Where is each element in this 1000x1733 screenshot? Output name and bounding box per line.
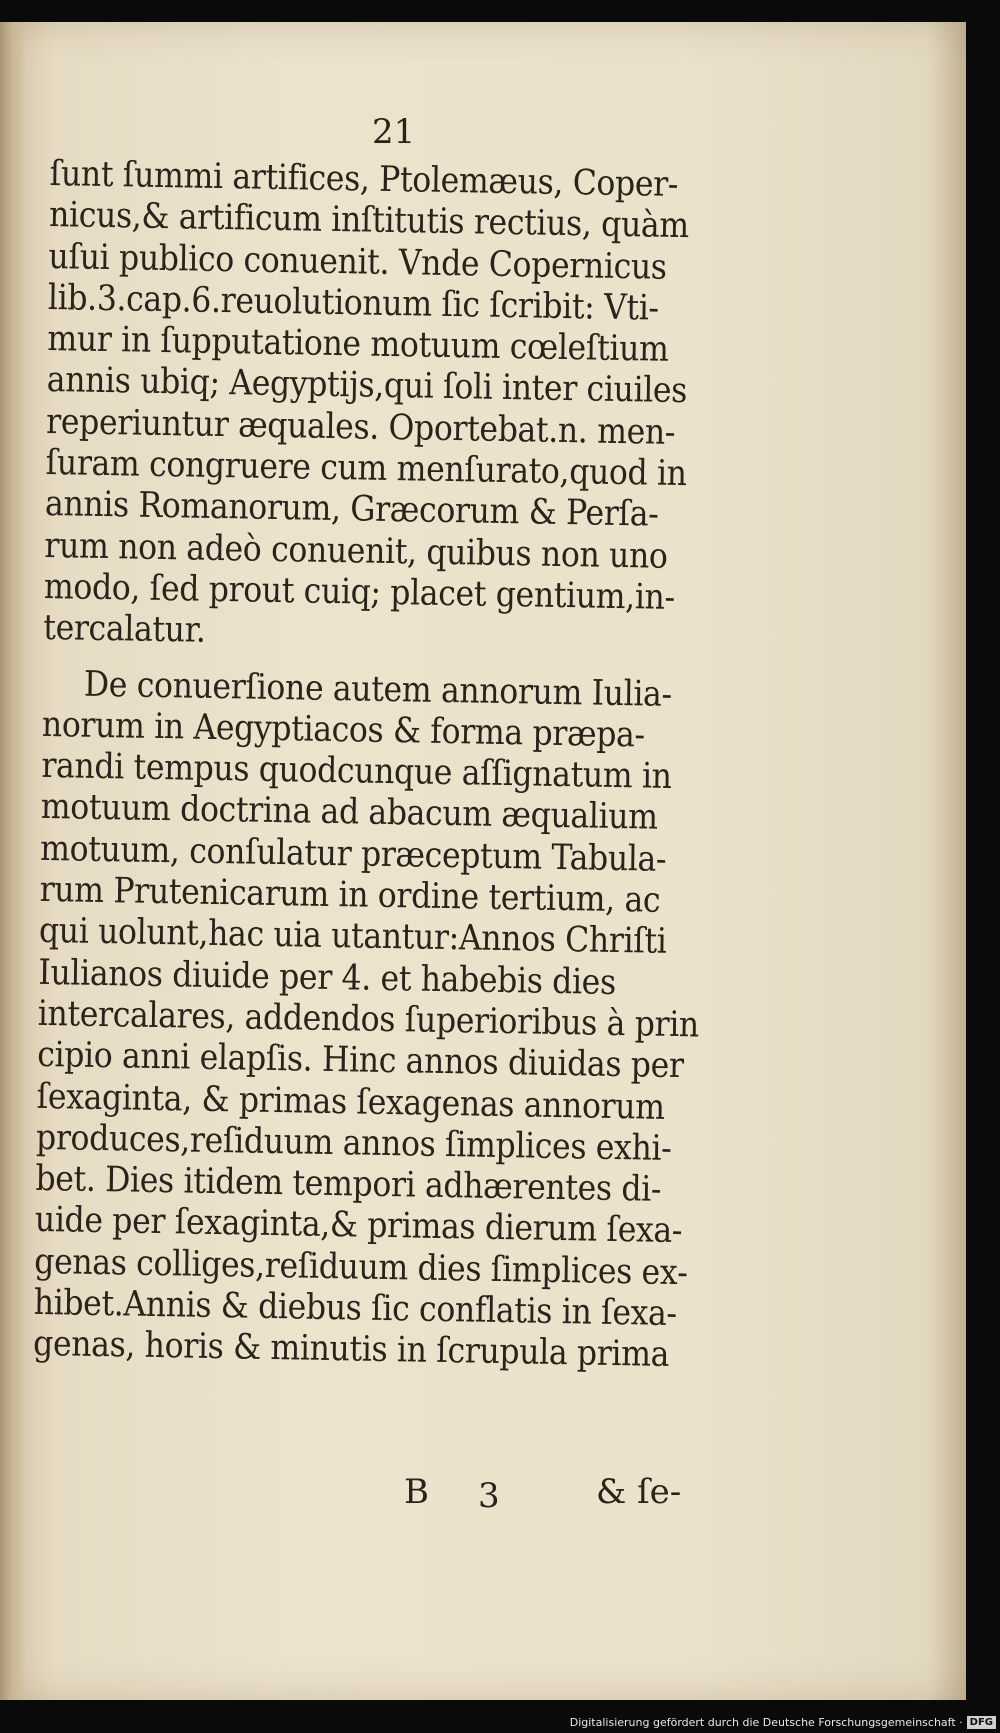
text-line: tercalatur. bbox=[43, 608, 206, 652]
paragraph-start-line: De conuerſione autem annorum Iulia‑ bbox=[83, 664, 673, 715]
text-line: intercalares, addendos ſuperioribus à prin bbox=[37, 993, 700, 1046]
text-line: norum in Aegyptiacos & forma præpa‑ bbox=[41, 704, 646, 756]
funding-notice: Digitalisierung gefördert durch die Deutsche Forschungsgemeinschaft · bbox=[569, 1716, 963, 1729]
text-line: genas, horis & minutis in ſcrupula prima bbox=[32, 1324, 670, 1376]
page-number: 21 bbox=[372, 112, 416, 152]
catchword: & ſe‑ bbox=[596, 1472, 682, 1512]
text-line: hibet.Annis & diebus ſic conflatis in ſexa‑ bbox=[33, 1282, 678, 1335]
text-line: qui uolunt,hac uia utantur:Annos Chriſti bbox=[38, 911, 667, 963]
digitization-footer bbox=[570, 1716, 996, 1729]
text-line: randi tempus quodcunque aſſignatum in bbox=[41, 746, 672, 798]
text-line: rum non adeò conuenit, quibus non uno bbox=[44, 525, 668, 577]
text-line: bet. Dies itidem tempori adhærentes di‑ bbox=[35, 1159, 662, 1210]
text-line: rum Prutenicarum in ordine tertium, ac bbox=[39, 869, 661, 921]
signature-mark: B bbox=[404, 1472, 429, 1512]
signature-line bbox=[0, 1472, 966, 1522]
text-line: produces,reſiduum annos ſimplices exhi‑ bbox=[35, 1117, 672, 1169]
text-line: modo, ſed prout cuiq; placet gentium,in‑ bbox=[43, 566, 676, 618]
text-line: lib.3.cap.6.reuolutionum ſic ſcribit: Vti‑ bbox=[47, 277, 660, 329]
body-text bbox=[32, 154, 700, 1376]
book-page bbox=[0, 22, 966, 1700]
text-line: motuum, conſulatur præceptum Tabula‑ bbox=[39, 828, 667, 880]
text-line: nicus,& artificum inſtitutis rectius, quàm bbox=[48, 195, 690, 247]
folio-number: 3 bbox=[478, 1476, 500, 1516]
text-line: uſui publico conuenit. Vnde Copernicus bbox=[48, 236, 667, 288]
text-line: Iulianos diuide per 4. et habebis dies bbox=[38, 952, 617, 1003]
text-line: cipio anni elapſis. Hinc annos diuidas per bbox=[36, 1035, 684, 1087]
text-line: ſunt ſummi artifices, Ptolemæus, Coper‑ bbox=[49, 154, 679, 205]
dfg-logo: DFG bbox=[967, 1716, 996, 1729]
text-line: reperiuntur æquales. Oportebat.n. men‑ bbox=[45, 401, 676, 453]
text-line: annis ubiq; Aegyptijs,qui ſoli inter ciuiles bbox=[46, 360, 688, 412]
text-line: ſexaginta, & primas ſexagenas annorum bbox=[36, 1076, 666, 1128]
text-line: motuum doctrina ad abacum æqualium bbox=[40, 787, 658, 839]
text-line: uide per ſexaginta,& primas dierum ſexa‑ bbox=[34, 1200, 683, 1252]
text-line: mur in ſupputatione motuum cœleſtium bbox=[47, 319, 669, 371]
text-line: ſuram congruere cum menſurato,quod in bbox=[45, 443, 687, 495]
text-line: annis Romanorum, Græcorum & Perſa‑ bbox=[44, 484, 659, 536]
text-line: genas colliges,reſiduum dies ſimplices ex‑ bbox=[34, 1241, 688, 1293]
